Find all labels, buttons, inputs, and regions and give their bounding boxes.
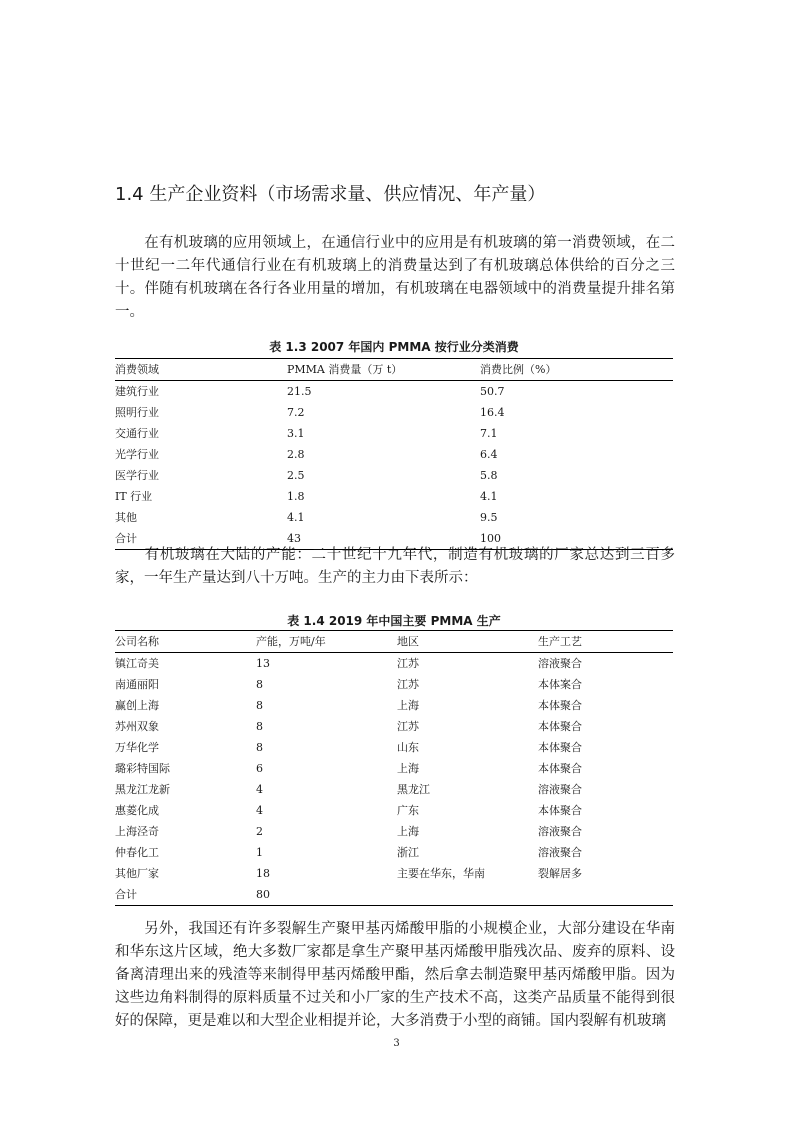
table-cell: 3.1: [287, 427, 305, 440]
table-cell: 1.8: [287, 490, 305, 503]
table-cell: 100: [480, 528, 673, 550]
table-cell: 2.8: [287, 448, 305, 461]
table-cell: 南通丽阳: [115, 678, 159, 691]
table-cell: 合计: [115, 528, 287, 550]
table-row: [115, 716, 673, 737]
paragraph-small-producers: [115, 918, 675, 1033]
table-cell: 照明行业: [115, 406, 159, 419]
table-cell: 合计: [115, 884, 256, 906]
table-cell: 8: [256, 699, 263, 712]
table-cell: 主要在华东，华南: [397, 867, 485, 880]
table-cell: 8: [256, 741, 263, 754]
paragraph-text: 有机玻璃在大陆的产能：二十世纪十九年代，制造有机玻璃的厂家总达到三百多家，一年生产量达到八十万吨。生产的主力由下表所示：: [115, 547, 675, 586]
table-cell: 43: [287, 528, 480, 550]
table-row: [115, 779, 673, 800]
table-row: [115, 653, 673, 675]
table-cell: 上海泾奇: [115, 825, 159, 838]
table-row: [115, 381, 673, 403]
table-cell: 光学行业: [115, 448, 159, 461]
table-header-row: [115, 631, 673, 653]
consumption-table: [115, 358, 673, 550]
table-cell: 2: [256, 825, 263, 838]
table-cell: 惠菱化成: [115, 804, 159, 817]
table-cell: 本体聚合: [538, 720, 582, 733]
paragraph-capacity: [115, 544, 675, 590]
page-number: 3: [393, 1038, 400, 1049]
table-cell: 2.5: [287, 469, 305, 482]
table-cell: 4.1: [480, 490, 498, 503]
table-cell: 江苏: [397, 720, 419, 733]
table-cell: 其他厂家: [115, 867, 159, 880]
table-cell: 8: [256, 720, 263, 733]
producers-table: [115, 630, 673, 906]
table-row: [115, 507, 673, 528]
header-cell: 生产工艺: [538, 631, 673, 653]
table-cell: 6: [256, 762, 263, 775]
table-cell: 8: [256, 678, 263, 691]
header-cell: 地区: [397, 631, 538, 653]
table-cell: 浙江: [397, 846, 419, 859]
paragraph-text: 另外，我国还有许多裂解生产聚甲基丙烯酸甲脂的小规模企业，大部分建设在华南和华东这片区域，绝大多数厂家都是拿生产聚甲基丙烯酸甲脂残次品、废弃的原料、设备离清理出来的残渣等来制得甲基丙烯酸甲酯，然后拿去制造聚甲基丙烯酸甲脂。因为这些边角料制得的原料质量不过关和小厂家的生产技术不高，这类产品质量不能得到很好的保障，更是难以和大型企业相提并论，大多消费于小型的商铺。国内裂解有机玻璃: [115, 921, 675, 1029]
table-header-row: [115, 359, 673, 381]
table-total-row: [115, 884, 673, 906]
table-cell: 溶液聚合: [538, 846, 582, 859]
table-cell: 万华化学: [115, 741, 159, 754]
table-cell: 其他: [115, 511, 137, 524]
header-cell: 消费领域: [115, 359, 287, 381]
table-caption: 表 1.3 2007 年国内 PMMA 按行业分类消费: [269, 340, 519, 354]
table-cell: 6.4: [480, 448, 498, 461]
table-cell: 上海: [397, 762, 419, 775]
table-row: [115, 444, 673, 465]
table-row: [115, 695, 673, 716]
section-heading: 1.4 生产企业资料（市场需求量、供应情况、年产量）: [115, 184, 546, 205]
table-cell: 溶液聚合: [538, 825, 582, 838]
table-cell: 13: [256, 657, 270, 670]
table-row: [115, 423, 673, 444]
table-cell: 上海: [397, 825, 419, 838]
table-row: [115, 486, 673, 507]
table-cell: 广东: [397, 804, 419, 817]
table-row: [115, 402, 673, 423]
table-row: [115, 842, 673, 863]
table-cell: 裂解居多: [538, 867, 582, 880]
table-cell: 9.5: [480, 511, 498, 524]
table-cell: 璐彩特国际: [115, 762, 170, 775]
table-cell: 本体聚合: [538, 804, 582, 817]
table-cell: [538, 884, 673, 906]
table-cell: 苏州双象: [115, 720, 159, 733]
table-cell: 交通行业: [115, 427, 159, 440]
table-cell: 仲春化工: [115, 846, 159, 859]
table-cell: 4.1: [287, 511, 305, 524]
table-row: [115, 737, 673, 758]
table-cell: 黑龙江: [397, 783, 430, 796]
table-row: [115, 863, 673, 884]
table-cell: 本体案合: [538, 678, 582, 691]
table-row: [115, 821, 673, 842]
table-caption: 表 1.4 2019 年中国主要 PMMA 生产: [287, 614, 501, 628]
table-cell: 本体聚合: [538, 741, 582, 754]
table-cell: 7.1: [480, 427, 498, 440]
paragraph-applications: [115, 232, 675, 324]
table-cell: 本体聚合: [538, 699, 582, 712]
table-cell: 镇江奇美: [115, 657, 159, 670]
paragraph-text: 在有机玻璃的应用领域上，在通信行业中的应用是有机玻璃的第一消费领域，在二十世纪一二年代通信行业在有机玻璃上的消费量达到了有机玻璃总体供给的百分之三十。伴随有机玻璃在各行各业用量的增加，有机玻璃在电器领域中的消费量提升排名第一。: [115, 235, 675, 320]
table-cell: 江苏: [397, 657, 419, 670]
table-cell: 建筑行业: [115, 385, 159, 398]
header-cell: 公司名称: [115, 631, 256, 653]
table-cell: 50.7: [480, 385, 505, 398]
table-cell: 溶液聚合: [538, 783, 582, 796]
table-cell: 赢创上海: [115, 699, 159, 712]
table-cell: 21.5: [287, 385, 312, 398]
table-cell: 4: [256, 783, 263, 796]
table-cell: 医学行业: [115, 469, 159, 482]
table-cell: 黑龙江龙新: [115, 783, 170, 796]
table-cell: 溶液聚合: [538, 657, 582, 670]
table-row: [115, 465, 673, 486]
table-cell: 江苏: [397, 678, 419, 691]
table-row: [115, 800, 673, 821]
table-cell: 18: [256, 867, 270, 880]
header-cell: 消费比例（%）: [480, 359, 673, 381]
table-row: [115, 758, 673, 779]
table-cell: 7.2: [287, 406, 305, 419]
table-cell: 80: [256, 884, 397, 906]
table-cell: [397, 884, 538, 906]
table-cell: 山东: [397, 741, 419, 754]
table-cell: 16.4: [480, 406, 505, 419]
table-cell: 5.8: [480, 469, 498, 482]
header-cell: PMMA 消费量（万 t）: [287, 359, 480, 381]
table-cell: 4: [256, 804, 263, 817]
table-cell: 1: [256, 846, 263, 859]
table-cell: 本体聚合: [538, 762, 582, 775]
table-row: [115, 674, 673, 695]
table-cell: IT 行业: [115, 490, 153, 503]
header-cell: 产能，万吨/年: [256, 631, 397, 653]
table-cell: 上海: [397, 699, 419, 712]
